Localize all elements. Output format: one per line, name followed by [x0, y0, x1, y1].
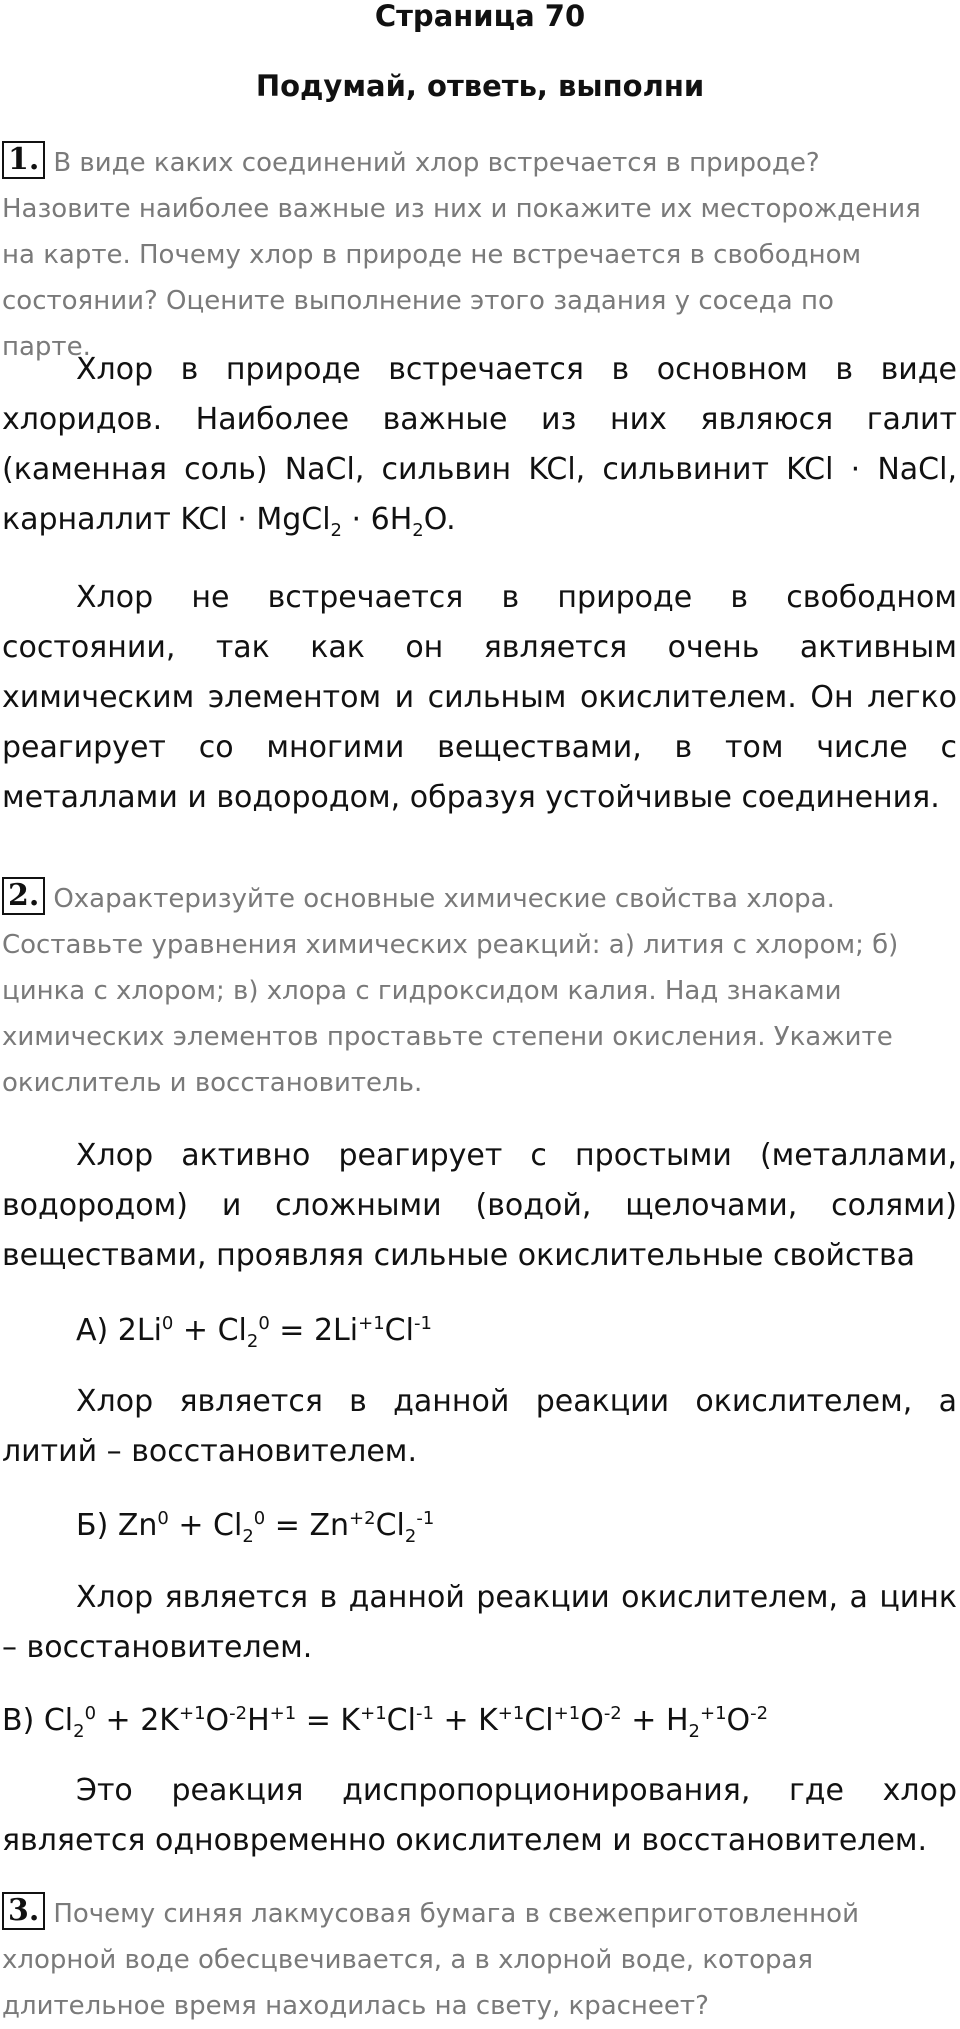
eq-a-part-2: + Cl [173, 1313, 247, 1348]
answer-1-p1-main: Хлор в природе встречается в основном в виде хлоридов. Наиболее важные из них являюся галит (каменная соль) NaCl, сильвин KCl, сильвинит KCl · NaCl, карналлит KCl · MgCl [2, 352, 957, 537]
explanation-c: Это реакция диспропорционирования, где хлор является одновременно окислителем и восстановителем. [2, 1773, 957, 1858]
question-1 [2, 140, 927, 370]
eq-c-ox-7: +1 [497, 1703, 525, 1724]
equation-b [76, 1501, 434, 1551]
eq-c-part-8: Cl [524, 1703, 554, 1738]
eq-c-part-7: + K [433, 1703, 498, 1738]
eq-c-sub-10: 2 [688, 1721, 700, 1742]
eq-c-sub-1: 2 [73, 1721, 85, 1742]
eq-c-part-9: O [580, 1703, 604, 1738]
eq-c-prefix: В) Cl [2, 1703, 74, 1738]
section-title: Подумай, ответь, выполни [255, 69, 705, 103]
eq-a-ox-3: +1 [358, 1313, 385, 1334]
eq-b-prefix: Б) Zn [76, 1508, 158, 1543]
answer-1-p1-end: O. [423, 502, 456, 537]
eq-c-part-10: + H [621, 1703, 689, 1738]
equation-c [2, 1696, 768, 1746]
eq-c-part-2: + 2K [96, 1703, 179, 1738]
explanation-b: Хлор является в данной реакции окислителем, а цинк – восстановителем. [2, 1580, 957, 1665]
eq-a-sub-2: 2 [246, 1331, 259, 1352]
question-2-text: Охарактеризуйте основные химические свойства хлора. Составьте уравнения химических реакций: а) лития с хлором; б) цинка с хлором; в) хлора с гидроксидом калия. Над знаками химических элементов проставьте степени окисления. Укажите окислитель и восстановитель. [2, 884, 899, 1098]
answer-1-paragraph-2: Хлор не встречается в природе в свободном состоянии, так как он является очень активным химическим элементом и сильным окислителем. Он легко реагирует со многими веществами, в том числе с металлами и водородом, образуя устойчивые соединения. [2, 580, 957, 815]
eq-b-part-3: = Zn [265, 1508, 350, 1543]
eq-a-ox-2: 0 [258, 1313, 270, 1334]
equation-a [76, 1306, 432, 1356]
eq-b-part-4: Cl [375, 1508, 405, 1543]
question-1-text: В виде каких соединений хлор встречается в природе? Назовите наиболее важные из них и покажите их месторождения на карте. Почему хлор в природе не встречается в свободном состоянии? Оцените выполнение этого задания у соседа по парте. [2, 148, 921, 362]
eq-b-ox-1: 0 [157, 1508, 169, 1529]
eq-a-part-4: Cl [384, 1313, 414, 1348]
eq-b-ox-2: 0 [253, 1508, 266, 1529]
eq-a-ox-1: 0 [161, 1313, 174, 1334]
eq-c-part-4: H [247, 1703, 270, 1738]
question-number-3: 3. [2, 1892, 45, 1930]
eq-c-part-5: = K [296, 1703, 361, 1738]
eq-c-ox-11: -2 [750, 1703, 769, 1724]
eq-c-ox-1: 0 [84, 1703, 97, 1724]
answer-1-p1-sub1: 2 [330, 520, 342, 541]
eq-b-sub-4: 2 [404, 1526, 417, 1547]
eq-c-ox-10: +1 [700, 1703, 727, 1724]
eq-c-ox-4: +1 [269, 1703, 297, 1724]
eq-c-ox-2: +1 [178, 1703, 206, 1724]
eq-b-part-2: + Cl [168, 1508, 243, 1543]
answer-1-p1-sub2: 2 [412, 520, 424, 541]
question-3-text: Почему синяя лакмусовая бумага в свежеприготовленной хлорной воде обесцвечивается, а в хлорной воде, которая длительное время находилась на свету, краснеет? [2, 1899, 859, 2021]
answer-1-paragraph-1 [2, 345, 957, 545]
answer-2-intro: Хлор активно реагирует с простыми (металлами, водородом) и сложными (водой, щелочами, солями) веществами, проявляя сильные окислительные свойства [2, 1138, 957, 1273]
eq-a-part-3: = 2Li [269, 1313, 359, 1348]
question-2 [2, 876, 927, 1106]
question-3 [2, 1891, 927, 2029]
question-number-2: 2. [2, 877, 45, 915]
eq-c-ox-3: -2 [229, 1703, 248, 1724]
answer-1-p1-mid: · 6H [342, 502, 413, 537]
eq-c-part-3: O [205, 1703, 230, 1738]
eq-b-ox-3: +2 [349, 1508, 376, 1529]
eq-c-part-11: O [726, 1703, 751, 1738]
question-number-1: 1. [2, 141, 45, 179]
eq-b-ox-4: -1 [416, 1508, 435, 1529]
eq-b-sub-2: 2 [242, 1526, 254, 1547]
explanation-a: Хлор является в данной реакции окислителем, а литий – восстановителем. [2, 1384, 957, 1469]
eq-c-ox-5: +1 [360, 1703, 387, 1724]
eq-c-ox-9: -2 [603, 1703, 622, 1724]
eq-c-ox-6: -1 [415, 1703, 434, 1724]
page-title: Страница 70 [374, 0, 586, 33]
eq-a-ox-4: -1 [413, 1313, 432, 1334]
eq-a-prefix: А) 2Li [76, 1313, 162, 1348]
eq-c-part-6: Cl [386, 1703, 416, 1738]
eq-c-ox-8: +1 [553, 1703, 581, 1724]
